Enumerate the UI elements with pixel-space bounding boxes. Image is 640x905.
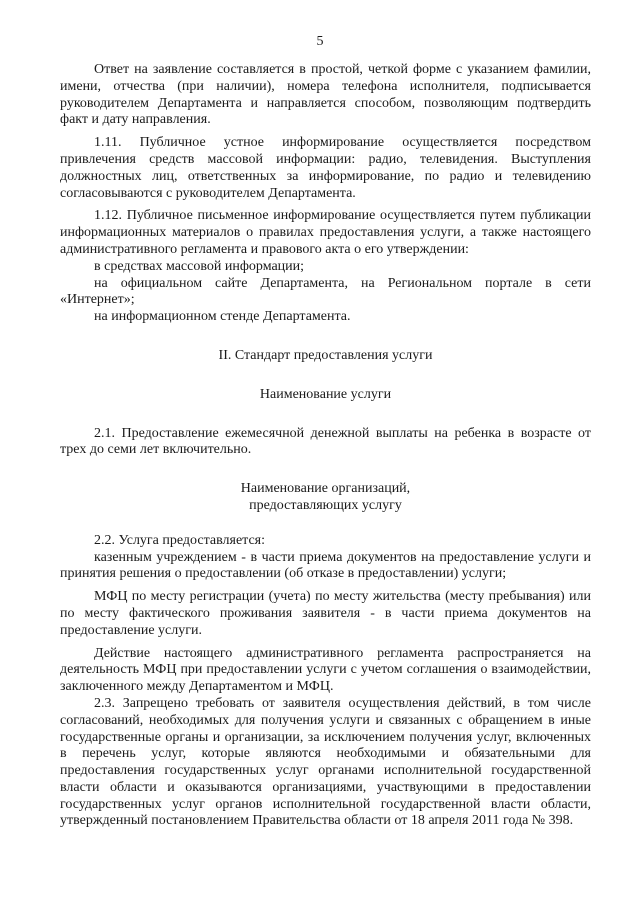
- list-item-mass-media: в средствах массовой информации;: [94, 258, 305, 274]
- paragraph-response-form: Ответ на заявление составляется в простой, четкой форме с указанием фамилии, имени, отчества (при наличии), номера телефона исполнителя, подписывается руководителем Департамента и направляется способом, позволяющим подтвердить факт и дату направления.: [60, 62, 591, 128]
- paragraph-mfc: МФЦ по месту регистрации (учета) по месту жительства (месту пребывания) или по месту фактического проживания заявителя - в части приема документов на предоставление услуги.: [60, 589, 591, 638]
- paragraph-2-1: 2.1. Предоставление ежемесячной денежной выплаты на ребенка в возрасте от трех до семи лет включительно.: [60, 425, 591, 458]
- subheading-organizations-line2: предоставляющих услугу: [249, 497, 402, 513]
- document-body: [60, 62, 591, 830]
- paragraph-1-11: 1.11. Публичное устное информирование осуществляется посредством привлечения средств массовой информации: радио, телевидения. Выступления должностных лиц, ответственных за информирование, по радио и телевидению согласовываются с руководителем Департамента.: [60, 135, 591, 201]
- paragraph-1-12: 1.12. Публичное письменное информирование осуществляется путем публикации информационных материалов о правилах предоставления услуги, а также настоящего административного регламента и правового акта о его утверждении:: [60, 208, 591, 257]
- paragraph-2-3: 2.3. Запрещено требовать от заявителя осуществления действий, в том числе согласований, необходимых для получения услуги и связанных с обращением в иные государственные органы и организации, за исключением получения услуг, включенных в перечень услуг, которые являются необходимыми и обязательными для предоставления государственных услуг органами исполнительной государственной власти области и оказываются организациями, участвующими в предоставлении государственных услуг органов исполнительной государственной власти области, утвержденный постановлением Правительства области от 18 апреля 2011 года № 398.: [60, 695, 591, 829]
- subheading-service-name: Наименование услуги: [259, 386, 392, 402]
- page-number: 5: [316, 34, 324, 49]
- section-heading-ii: II. Стандарт предоставления услуги: [218, 347, 433, 363]
- list-item-official-site: на официальном сайте Департамента, на Региональном портале в сети «Интернет»;: [60, 275, 591, 308]
- paragraph-state-institution: казенным учреждением - в части приема документов на предоставление услуги и принятия решения о предоставлении (об отказе в предоставлении) услуги;: [60, 549, 591, 582]
- paragraph-2-2: 2.2. Услуга предоставляется:: [94, 532, 265, 548]
- paragraph-regulation-scope: Действие настоящего административного регламента распространяется на деятельность МФЦ при предоставлении услуги с учетом соглашения о взаимодействии, заключенного между Департаментом и МФЦ.: [60, 645, 591, 695]
- subheading-organizations-line1: Наименование организаций,: [240, 481, 411, 497]
- list-item-info-stand: на информационном стенде Департамента.: [94, 309, 351, 325]
